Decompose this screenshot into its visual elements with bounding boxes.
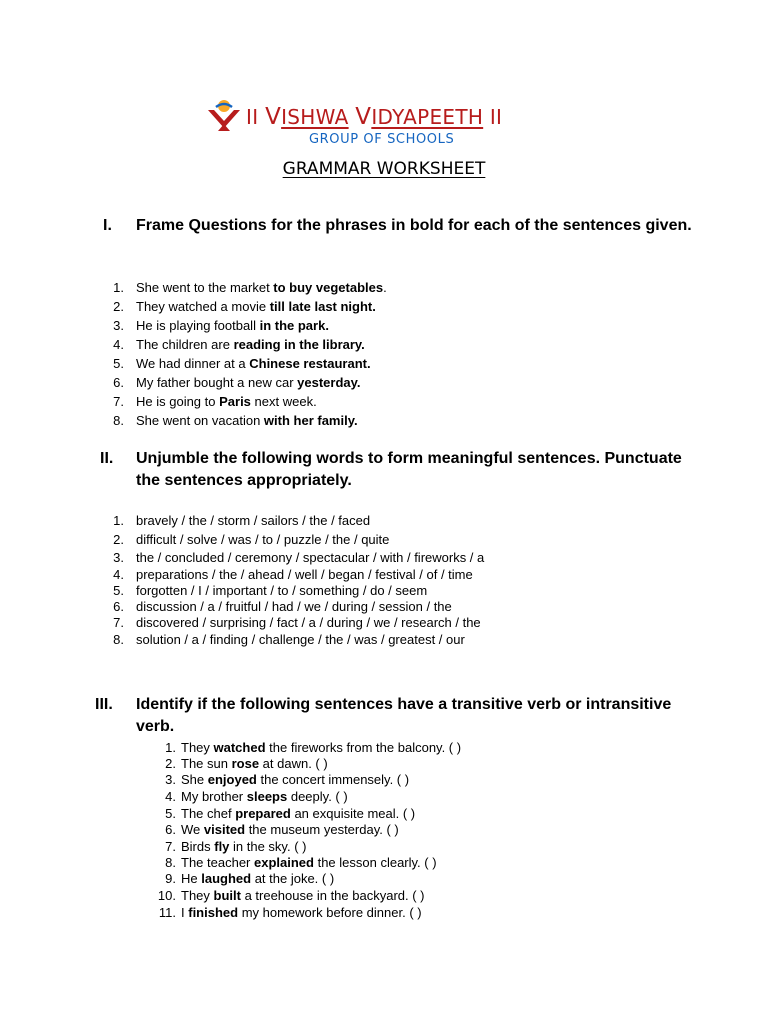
text-run: solution / a / finding / challenge / the / was / greatest / our (136, 632, 465, 647)
bold-phrase: rose (231, 756, 260, 771)
list-item-text (181, 756, 328, 771)
list-item-text (181, 789, 348, 804)
bold-phrase: fly (214, 839, 230, 854)
list-item-text (136, 550, 484, 565)
bold-phrase: reading in the library. (233, 337, 365, 352)
text-run: next week. (250, 394, 317, 409)
text-run: They (181, 888, 214, 903)
list-item-text (136, 375, 361, 390)
text-run: the / concluded / ceremony / spectacular / with / fireworks / a (136, 550, 485, 565)
section-3-heading: Identify if the following sentences have a transitive verb or intransitive verb. (136, 696, 672, 735)
text-run: . (383, 280, 387, 295)
list-item-text (136, 632, 465, 647)
bold-phrase: to buy vegetables (273, 280, 384, 295)
text-run: My brother (181, 789, 247, 804)
text-run: at dawn. ( ) (259, 756, 328, 771)
list-item-text (136, 615, 481, 630)
bold-phrase: finished (188, 905, 239, 920)
text-run: She went to the market (136, 280, 274, 295)
list-item-text (136, 413, 358, 428)
text-run: He is playing football (136, 318, 260, 333)
school-logo (206, 98, 566, 150)
logo-subtitle: GROUP OF SCHOOLS (309, 132, 455, 147)
list-item-text (181, 740, 461, 755)
text-run: I (181, 905, 189, 920)
list-item-number: 11. (158, 905, 176, 920)
section-3-numeral: III. (95, 696, 113, 713)
bold-phrase: in the park. (259, 318, 329, 333)
text-run: He is going to (136, 394, 220, 409)
text-run: She (181, 772, 208, 787)
list-item-text (136, 583, 427, 598)
text-run: deeply. ( ) (287, 789, 348, 804)
list-item-number: 4. (113, 567, 124, 582)
list-item-text (136, 337, 365, 352)
list-item-number: 4. (165, 789, 176, 804)
list-item-number: 1. (165, 740, 176, 755)
bold-phrase: till late last night. (269, 299, 376, 314)
list-item-number: 6. (165, 822, 176, 837)
text-run: my homework before dinner. ( ) (238, 905, 422, 920)
bold-phrase: prepared (235, 806, 291, 821)
bold-phrase: built (213, 888, 241, 903)
text-run: bravely / the / storm / sailors / the / faced (136, 513, 371, 528)
book-emblem-icon (206, 98, 242, 134)
list-item-number: 6. (113, 599, 124, 614)
section-1-numeral: I. (103, 217, 112, 234)
section-2-heading: Unjumble the following words to form meaningful sentences. Punctuate the sentences appropriately. (136, 450, 682, 489)
text-run: The chef (181, 806, 236, 821)
text-run: They (181, 740, 214, 755)
list-item-number: 6. (113, 375, 124, 390)
list-item-text (181, 905, 422, 920)
text-run: He (181, 871, 202, 886)
text-run: preparations / the / ahead / well / began / festival / of / time (136, 567, 473, 582)
text-run: My father bought a new car (136, 375, 298, 390)
list-item-text (181, 772, 409, 787)
list-item-number: 8. (165, 855, 176, 870)
bold-phrase: Paris (219, 394, 251, 409)
list-item-number: 9. (165, 871, 176, 886)
text-run: We (181, 822, 204, 837)
text-run: forgotten / I / important / to / something / do / seem (136, 583, 428, 598)
list-item-number: 7. (113, 615, 124, 630)
text-run: The sun (181, 756, 232, 771)
logo-title: II VISHWA VIDYAPEETH II (246, 104, 503, 130)
list-item-number: 2. (165, 756, 176, 771)
worksheet-title: GRAMMAR WORKSHEET (282, 159, 486, 179)
bold-phrase: laughed (201, 871, 252, 886)
list-item-text (136, 394, 317, 409)
section-2-numeral: II. (100, 450, 114, 467)
text-run: We had dinner at a (136, 356, 250, 371)
list-item-number: 5. (165, 806, 176, 821)
list-item-text (181, 871, 334, 886)
list-item-number: 1. (113, 280, 124, 295)
bold-phrase: enjoyed (207, 772, 257, 787)
list-item-number: 3. (113, 318, 124, 333)
list-item-number: 5. (113, 583, 124, 598)
list-item-text (136, 567, 473, 582)
list-item-number: 2. (113, 532, 124, 547)
list-item-number: 5. (113, 356, 124, 371)
text-run: difficult / solve / was / to / puzzle / the / quite (136, 532, 390, 547)
bold-phrase: sleeps (246, 789, 288, 804)
list-item-number: 7. (165, 839, 176, 854)
text-run: the concert immensely. ( ) (256, 772, 410, 787)
bold-phrase: yesterday. (297, 375, 361, 390)
text-run: the fireworks from the balcony. ( ) (265, 740, 462, 755)
list-item-text (181, 888, 425, 903)
list-item-text (181, 855, 437, 870)
bold-phrase: Chinese restaurant. (249, 356, 371, 371)
bold-phrase: with her family. (263, 413, 358, 428)
list-item-text (136, 318, 329, 333)
list-item-text (181, 822, 399, 837)
list-item-number: 3. (165, 772, 176, 787)
list-item-text (136, 513, 370, 528)
list-item-number: 3. (113, 550, 124, 565)
list-item-text (181, 806, 415, 821)
list-item-number: 2. (113, 299, 124, 314)
text-run: at the joke. ( ) (251, 871, 335, 886)
text-run: They watched a movie (136, 299, 270, 314)
list-item-number: 4. (113, 337, 124, 352)
text-run: a treehouse in the backyard. ( ) (240, 888, 425, 903)
text-run: an exquisite meal. ( ) (290, 806, 416, 821)
list-item-number: 10. (157, 888, 176, 903)
text-run: in the sky. ( ) (229, 839, 307, 854)
bold-phrase: visited (203, 822, 246, 837)
text-run: She went on vacation (136, 413, 264, 428)
bold-phrase: watched (213, 740, 266, 755)
list-item-text (136, 299, 376, 314)
text-run: Birds (181, 839, 215, 854)
list-item-number: 1. (113, 513, 124, 528)
bold-phrase: explained (254, 855, 314, 870)
text-run: The teacher (181, 855, 254, 870)
list-item-text (136, 599, 452, 614)
list-item-number: 8. (113, 413, 124, 428)
list-item-text (136, 280, 387, 295)
list-item-text (136, 356, 371, 371)
text-run: the lesson clearly. ( ) (313, 855, 437, 870)
text-run: discussion / a / fruitful / had / we / during / session / the (136, 599, 452, 614)
list-item-text (136, 532, 389, 547)
text-run: the museum yesterday. ( ) (245, 822, 399, 837)
text-run: discovered / surprising / fact / a / during / we / research / the (136, 615, 481, 630)
list-item-number: 8. (113, 632, 124, 647)
text-run: The children are (136, 337, 234, 352)
list-item-text (181, 839, 306, 854)
section-1-heading: Frame Questions for the phrases in bold for each of the sentences given. (136, 217, 692, 234)
list-item-number: 7. (113, 394, 124, 409)
